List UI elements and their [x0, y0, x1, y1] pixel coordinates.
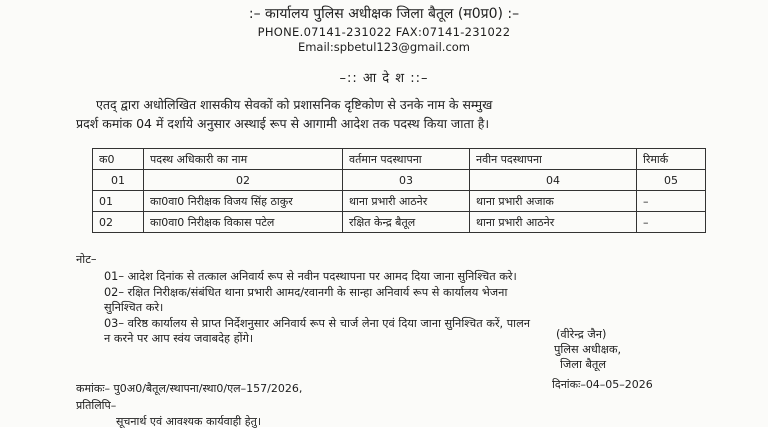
note-3-line-1: 03– वरिष्ठ कार्यालय से प्राप्त निर्देशनुसार अनिवार्य रूप से चार्ज लेना एवं दिया जाना सुनिश्चित करें, पालन — [104, 317, 531, 330]
row-serial: 01 — [93, 191, 144, 212]
signatory-district: जिला बैतूल — [560, 358, 607, 371]
order-title: –:: आ दे श ::– — [339, 71, 429, 86]
table-row — [93, 191, 706, 212]
header-remark: रिमार्क — [637, 149, 706, 170]
posting-table — [92, 148, 706, 233]
copy-label: प्रतिलिपि– — [76, 399, 117, 412]
order-date: दिनांकः–04–05–2026 — [552, 378, 653, 391]
num-col-1: 01 — [93, 170, 144, 191]
row-officer-name: का0वा0 निरीक्षक विजय सिंह ठाकुर — [144, 191, 343, 212]
row-current-posting: रक्षित केन्द्र बैतूल — [343, 212, 470, 233]
notes-label: नोट– — [76, 253, 97, 266]
num-col-5: 05 — [637, 170, 706, 191]
intro-line-2: प्रदर्श कमांक 04 में दर्शाये अनुसार अस्थाई रूप से आगामी आदेश तक पदस्थ किया जाता है। — [76, 116, 490, 131]
note-3-line-2: न करने पर आप स्वंय जवाबदेह होंगे। — [104, 332, 254, 345]
row-current-posting: थाना प्रभारी आठनेर — [343, 191, 470, 212]
reference-number: कमांकः– पु0अ0/बैतूल/स्थापना/स्था0/एल–157/2026, — [76, 382, 303, 395]
intro-line-1: एतद् द्वारा अधोलिखित शासकीय सेवकों को प्रशासनिक दृष्टिकोण से उनके नाम के सम्मुख — [96, 97, 493, 112]
num-col-3: 03 — [343, 170, 470, 191]
email-address: Email:spbetul123@gmail.com — [297, 40, 471, 54]
table-header-row — [93, 149, 706, 170]
copy-purpose: सूचनार्थ एवं आवश्यक कार्यवाही हेतु। — [116, 415, 262, 428]
note-2-line-2: सुनिश्चित करे। — [104, 301, 164, 314]
signatory-designation: पुलिस अधीक्षक, — [554, 343, 622, 356]
row-officer-name: का0वा0 निरीक्षक विकास पटेल — [144, 212, 343, 233]
row-new-posting: थाना प्रभारी अजाक — [470, 191, 637, 212]
row-new-posting: थाना प्रभारी आठनेर — [470, 212, 637, 233]
table-numbering-row — [93, 170, 706, 191]
row-remark: – — [637, 212, 706, 233]
signatory-name: (वीरेन्द्र जैन) — [556, 328, 607, 341]
note-1: 01– आदेश दिनांक से तत्काल अनिवार्य रूप से नवीन पदस्थापना पर आमद दिया जाना सुनिश्चित करे। — [104, 270, 517, 283]
header-current-posting: वर्तमान पदस्थापना — [343, 149, 470, 170]
header-officer-name: पदस्थ अधिकारी का नाम — [144, 149, 343, 170]
header-serial: क0 — [93, 149, 144, 170]
num-col-2: 02 — [144, 170, 343, 191]
num-col-4: 04 — [470, 170, 637, 191]
office-header: :– कार्यालय पुलिस अधीक्षक जिला बैतूल (म0प्र0) :– — [248, 6, 520, 22]
note-2-line-1: 02– रक्षित निरीक्षक/संबंधित थाना प्रभारी आमद/रवानगी के सान्हा अनिवार्य रूप से कार्यालय भेजना — [104, 286, 508, 299]
table-row — [93, 212, 706, 233]
row-serial: 02 — [93, 212, 144, 233]
header-new-posting: नवीन पदस्थापना — [470, 149, 637, 170]
phone-fax: PHONE.07141-231022 FAX:07141-231022 — [257, 25, 511, 39]
row-remark: – — [637, 191, 706, 212]
